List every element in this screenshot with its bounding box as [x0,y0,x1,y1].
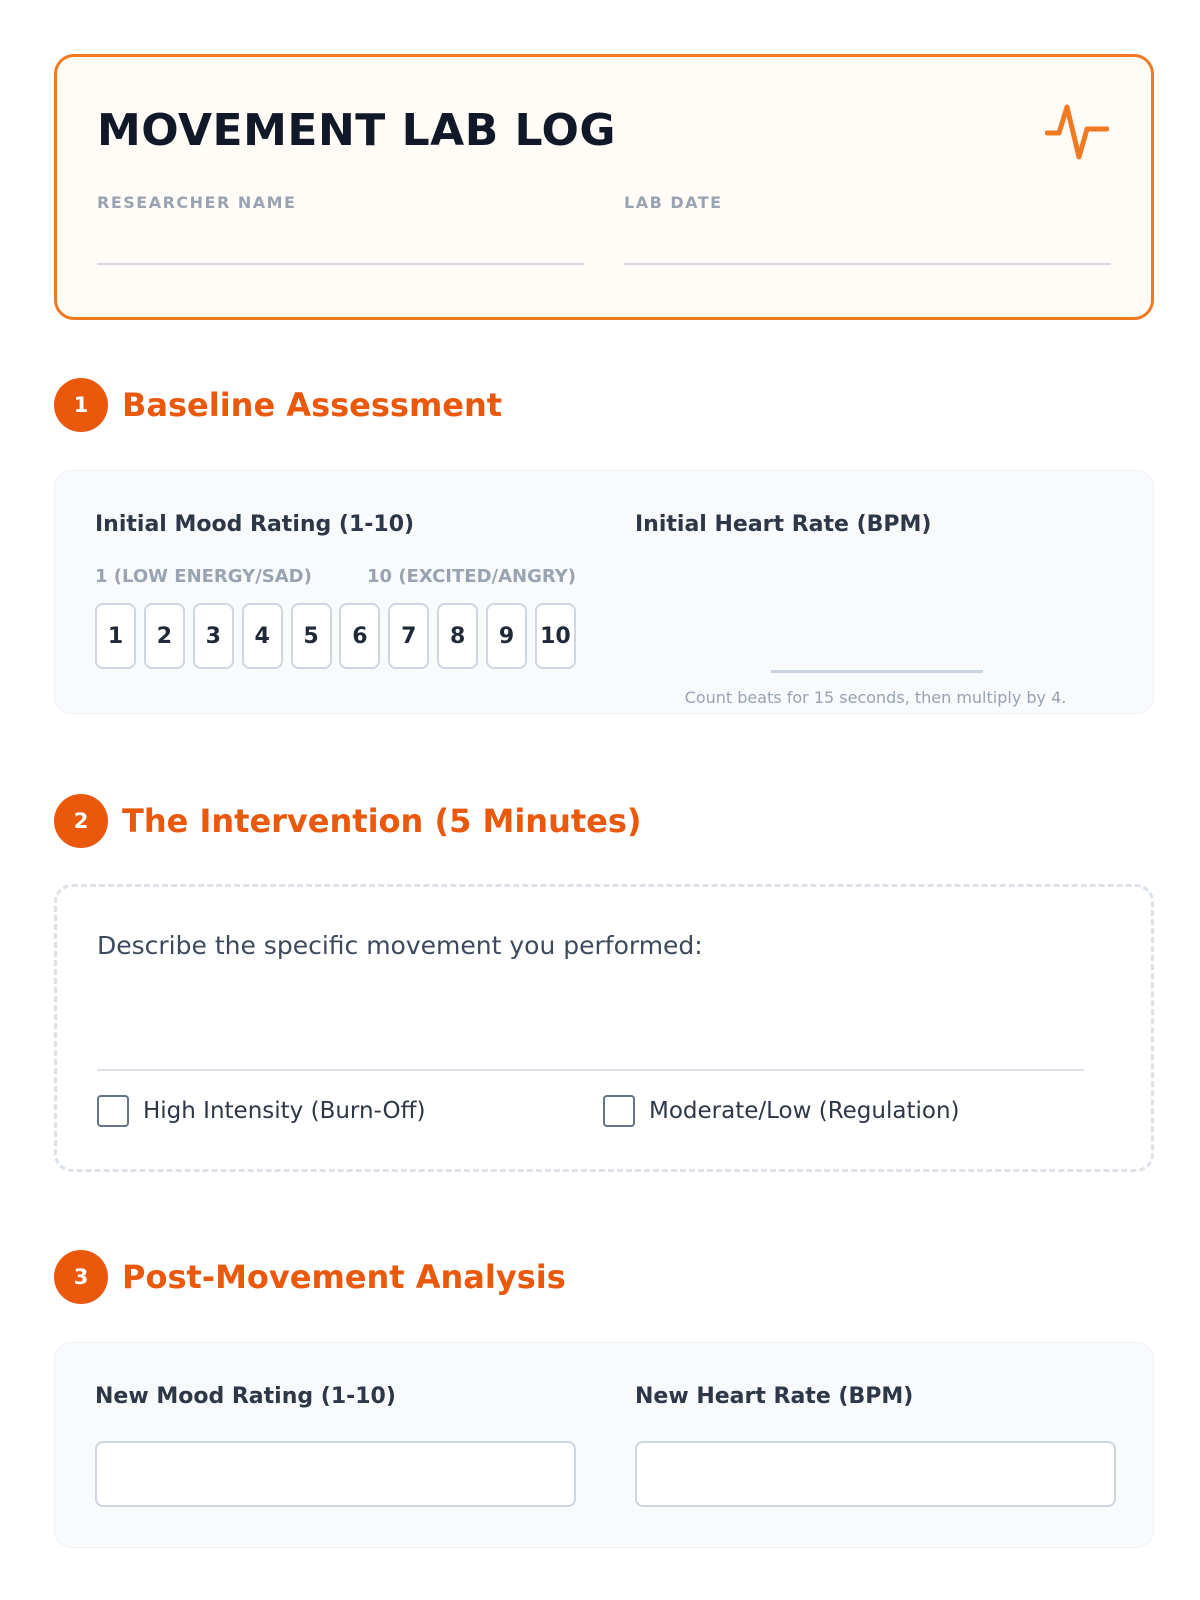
mood-option-3[interactable]: 3 [193,603,234,669]
new-heart-rate-label: New Heart Rate (BPM) [635,1384,914,1409]
pulse-icon [1045,99,1109,163]
initial-heart-rate-label: Initial Heart Rate (BPM) [635,512,932,537]
step-badge: 2 [54,794,108,848]
mood-option-8[interactable]: 8 [437,603,478,669]
researcher-name-field[interactable] [97,193,584,265]
section-heading-post [54,1250,566,1304]
researcher-name-line[interactable] [97,263,584,265]
page-title: MOVEMENT LAB LOG [97,105,617,156]
step-badge: 1 [54,378,108,432]
section-title: Post-Movement Analysis [122,1258,566,1296]
high-intensity-checkbox[interactable] [97,1095,129,1127]
lab-date-line[interactable] [624,263,1111,265]
initial-mood-group [95,511,576,669]
section-title: The Intervention (5 Minutes) [122,802,642,840]
new-heart-rate-group [635,1383,1116,1507]
intervention-panel [54,884,1154,1172]
scale-low-label: 1 (LOW ENERGY/SAD) [95,566,312,587]
new-heart-rate-input[interactable] [635,1441,1116,1507]
mood-option-6[interactable]: 6 [339,603,380,669]
post-panel [54,1342,1154,1548]
mood-option-1[interactable]: 1 [95,603,136,669]
high-intensity-label: High Intensity (Burn-Off) [143,1098,426,1124]
mood-option-5[interactable]: 5 [291,603,332,669]
moderate-low-checkbox[interactable] [603,1095,635,1127]
section-title: Baseline Assessment [122,386,503,424]
initial-heart-rate-line[interactable] [771,670,983,673]
section-heading-baseline [54,378,502,432]
new-mood-input[interactable] [95,1441,576,1507]
baseline-panel [54,470,1154,714]
mood-option-10[interactable]: 10 [535,603,576,669]
lab-date-field[interactable] [624,193,1111,265]
scale-high-label: 10 (EXCITED/ANGRY) [367,566,576,587]
new-mood-group [95,1383,576,1507]
step-badge: 3 [54,1250,108,1304]
section-heading-intervention [54,794,642,848]
movement-prompt: Describe the specific movement you performed: [97,931,703,960]
scale-legend [95,565,576,589]
header-card [54,54,1154,320]
mood-option-4[interactable]: 4 [242,603,283,669]
initial-mood-label: Initial Mood Rating (1-10) [95,512,415,537]
researcher-name-label: RESEARCHER NAME [97,193,297,212]
new-mood-label: New Mood Rating (1-10) [95,1384,396,1409]
lab-log-page [54,54,1154,1409]
heart-rate-hint: Count beats for 15 seconds, then multiply by 4. [684,688,1067,707]
mood-option-9[interactable]: 9 [486,603,527,669]
mood-option-2[interactable]: 2 [144,603,185,669]
movement-description-line[interactable] [97,1069,1084,1071]
initial-heart-rate-group [635,511,1116,711]
moderate-low-option[interactable] [603,1095,960,1127]
lab-date-label: LAB DATE [624,193,723,212]
mood-scale [95,603,576,669]
high-intensity-option[interactable] [97,1095,425,1127]
moderate-low-label: Moderate/Low (Regulation) [649,1098,960,1124]
mood-option-7[interactable]: 7 [388,603,429,669]
